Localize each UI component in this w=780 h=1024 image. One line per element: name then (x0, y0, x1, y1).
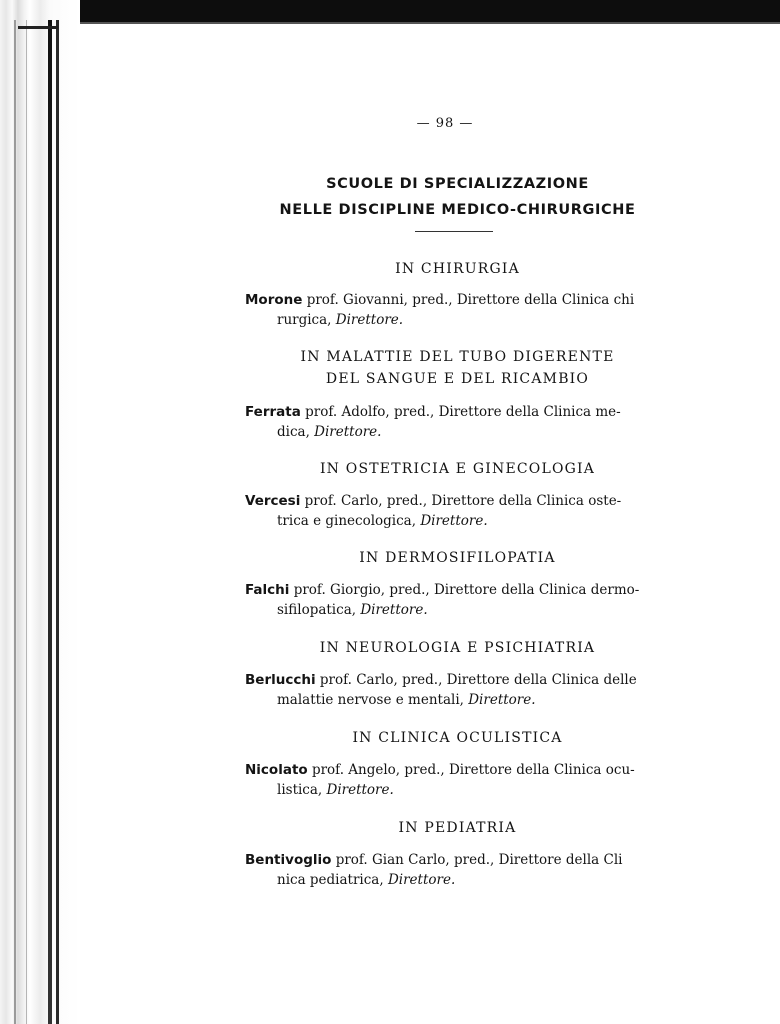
faculty-entry (245, 760, 670, 800)
section-heading-line: IN CHIRURGIA (395, 261, 520, 277)
section-heading (245, 727, 670, 749)
faculty-entry (245, 670, 670, 710)
scan-top-edge (0, 0, 780, 22)
faculty-details: prof. Gian Carlo, pred., Direttore della Cli (331, 852, 623, 868)
faculty-name: Bentivoglio (245, 852, 332, 868)
faculty-name: Morone (245, 292, 303, 308)
faculty-name: Nicolato (245, 762, 308, 778)
section-heading-line: IN PEDIATRIA (398, 820, 517, 836)
faculty-details: prof. Giovanni, pred., Direttore della Clinica chi (302, 292, 635, 308)
faculty-entry (245, 850, 670, 890)
page-title-line-1: SCUOLE DI SPECIALIZZAZIONE (326, 176, 589, 192)
section-heading-line: IN NEUROLOGIA E PSICHIATRIA (319, 640, 596, 656)
book-binding-edge (0, 0, 80, 1024)
faculty-entry (245, 402, 670, 442)
title-divider (415, 231, 493, 232)
faculty-role: Direttore. (335, 312, 404, 328)
faculty-entry (245, 491, 670, 531)
page-title-line-2: NELLE DISCIPLINE MEDICO-CHIRURGICHE (279, 202, 636, 218)
section-heading (245, 346, 670, 390)
faculty-details: prof. Angelo, pred., Direttore della Clinica ocu- (307, 762, 635, 778)
section-heading (245, 817, 670, 839)
faculty-role: Direttore. (314, 424, 382, 440)
section-heading (245, 547, 670, 569)
faculty-role: Direttore. (387, 872, 456, 888)
section-heading-line: IN OSTETRICIA E GINECOLOGIA (319, 461, 596, 477)
section-heading-line: IN CLINICA OCULISTICA (352, 730, 563, 746)
faculty-name: Vercesi (245, 493, 301, 509)
section-heading (245, 258, 670, 280)
faculty-details: prof. Carlo, pred., Direttore della Clinica oste- (300, 493, 622, 509)
faculty-details-cont: listica, Direttore. (277, 782, 394, 798)
faculty-role: Direttore. (468, 692, 536, 708)
section-heading-line: IN DERMOSIFILOPATIA (359, 550, 556, 566)
faculty-details-cont: nica pediatrica, Direttore. (277, 872, 456, 888)
faculty-details-cont: sifilopatica, Direttore. (277, 602, 428, 618)
faculty-details: prof. Adolfo, pred., Direttore della Clinica me- (300, 404, 621, 420)
faculty-details: prof. Carlo, pred., Direttore della Clinica delle (315, 672, 637, 688)
faculty-details-cont: malattie nervose e mentali, Direttore. (277, 692, 536, 708)
faculty-details: prof. Giorgio, pred., Direttore della Clinica dermo- (289, 582, 640, 598)
section-heading (245, 637, 670, 659)
faculty-role: Direttore. (326, 782, 394, 798)
section-heading-line: DEL SANGUE E DEL RICAMBIO (325, 371, 590, 387)
section-heading-line: IN MALATTIE DEL TUBO DIGERENTE (300, 349, 615, 365)
faculty-role: Direttore. (420, 513, 488, 529)
faculty-details-cont: dica, Direttore. (277, 424, 382, 440)
section-heading (245, 458, 670, 480)
faculty-entry (245, 290, 670, 330)
faculty-role: Direttore. (360, 602, 428, 618)
faculty-details-cont: rurgica, Direttore. (277, 312, 404, 328)
faculty-details-cont: trica e ginecologica, Direttore. (277, 513, 488, 529)
faculty-name: Falchi (245, 582, 290, 598)
faculty-name: Berlucchi (245, 672, 316, 688)
faculty-entry (245, 580, 670, 620)
page-number: — 98 — (416, 116, 474, 131)
faculty-name: Ferrata (245, 404, 301, 420)
